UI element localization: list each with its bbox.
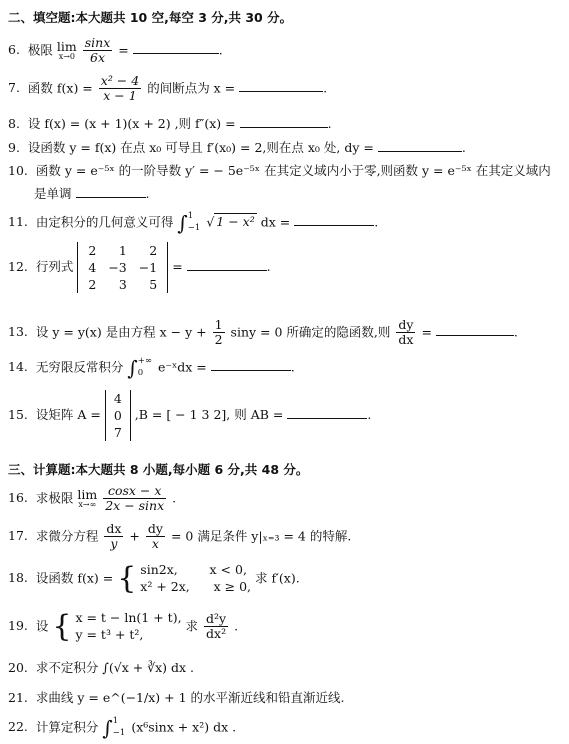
denominator: 2x − sinx [105,498,165,514]
question-number: 15. [8,407,28,422]
question-number: 7. [8,80,20,96]
question-22 [8,716,236,740]
question-number: 6. [8,42,20,58]
question-text: 函数 f(x) = [27,80,93,96]
question-16 [8,484,176,514]
question-17 [8,522,351,552]
denominator: y [104,536,123,551]
numerator: x² − 4 [100,73,140,88]
question-number: 12. [8,259,28,274]
question-text: 设 f(x) = (x + 1)(x + 2) ,则 f″(x) = [27,116,236,131]
denominator: x − 1 [99,88,141,103]
answer-blank[interactable] [133,42,219,54]
left-brace: { [52,608,72,644]
integrand: (x⁶sinx + x²) dx . [131,719,237,735]
denominator: dx [396,332,415,347]
question-9: 9. 设函数 y = f(x) 在点 x₀ 可导且 f′(x₀) = 2,则在点 x₀ 处, dy = . [8,140,466,155]
determinant-cell: 2 [88,277,97,292]
matrix-grid [108,390,128,441]
integrand: 1 − x² [216,214,255,230]
answer-blank[interactable] [211,359,291,371]
denominator: 2 [214,332,223,348]
fraction [83,36,113,66]
denominator: x [146,536,165,551]
question-number: 11. [8,214,28,230]
integral-sign: ∫ [127,355,138,380]
question-text-mid: 求 [185,618,199,634]
lower-limit: 0 [137,367,144,378]
question-number: 8. [8,116,20,131]
limit-operator [77,486,98,510]
question-text: 是单调 [34,186,72,201]
question-text: 设函数 f(x) = [35,570,114,586]
lower-limit: −1 [187,222,201,233]
fraction-dx-y [104,522,123,552]
integral-limits [188,211,201,235]
question-18 [8,562,300,596]
lower-limit: −1 [112,727,126,738]
numerator: sinx [84,35,111,50]
derivative-fraction [396,318,415,348]
denominator: 6x [83,50,113,65]
question-text: 设 [35,618,49,634]
question-number: 14. [8,359,28,375]
question-text: 函数 y = e⁻⁵ˣ 的一阶导数 y′ = − 5e⁻⁵ˣ 在其定义域内小于零,则函数 y = e⁻⁵ˣ 在其定义域内 [35,163,551,178]
integral-limits [138,356,152,380]
determinant-cell: 1 [118,243,127,258]
matrix-row [108,390,128,407]
determinant-row [82,259,163,276]
answer-blank[interactable] [76,186,146,198]
equals: = [421,324,432,340]
question-text: 计算定积分 [35,719,99,735]
question-number: 21. [8,690,28,705]
section-3-heading: 三、计算题:本大题共 8 小题,每小题 6 分,共 48 分。 [8,462,309,477]
determinant-cell: −3 [108,260,127,275]
equals: = [172,259,183,274]
column-matrix [105,390,131,441]
matrix-cell: 7 [113,425,122,440]
case-1: sin2x, x < 0, [140,562,247,577]
question-text: 无穷限反常积分 [35,359,124,375]
question-8: 8. 设 f(x) = (x + 1)(x + 2) ,则 f″(x) = . [8,116,332,131]
question-text-mid: siny = 0 所确定的隐函数,则 [230,324,391,340]
question-12: 12. 行列式 2 1 2 4 −3 −1 2 3 5 = . [8,243,271,292]
determinant-grid [82,242,163,293]
piecewise-cases [140,562,251,596]
limit-operator [56,38,77,62]
fraction-half [213,318,225,348]
answer-blank[interactable] [436,324,514,336]
question-6: 6. 极限 lim x→0 $\frac{\sin x}{6x}$ = . [8,35,223,66]
lim-label: lim [77,486,98,502]
question-number: 22. [8,719,28,735]
determinant-cell: −1 [138,260,158,275]
question-7: 7. 函数 f(x) = $\frac{\text{x² − 4}}{x - 1}$ 的间断点为 x = . [8,73,328,104]
question-text-post: ,B = [ − 1 3 2], 则 AB = [134,407,284,422]
question-text: 极限 [27,42,53,58]
question-text-post: dx = [260,214,291,230]
fraction [99,74,141,104]
question-number: 16. [8,490,28,506]
matrix-cell: 4 [113,391,122,406]
question-15: 15. 设矩阵 A = 4 0 7 ,B = [ − 1 3 2], 则 AB = . [8,391,372,440]
question-number: 10. [8,163,28,178]
question-number: 13. [8,324,28,340]
case-2: x² + 2x, x ≥ 0, [140,578,251,594]
numerator: cosx − x [107,483,162,498]
question-text: 行列式 [35,259,74,274]
answer-blank[interactable] [378,140,462,152]
question-text: 设矩阵 A = [35,407,101,422]
sqrt-symbol: √ [206,214,215,230]
matrix-cell: 0 [113,408,122,423]
determinant-cell: 2 [88,243,97,258]
question-14: 14. 无穷限反常积分 ∫ +∞ 0 e⁻ˣdx = . [8,355,295,380]
answer-blank[interactable] [287,407,367,419]
question-text: 设函数 y = f(x) 在点 x₀ 可导且 f′(x₀) = 2,则在点 x₀ 处, dy = [27,140,374,155]
numerator: 1 [214,317,223,332]
answer-blank[interactable] [239,80,323,92]
answer-blank[interactable] [294,214,374,226]
period: . [172,490,177,506]
integral-sign: ∫ [102,715,113,740]
section-2-heading: 二、填空题:本大题共 10 空,每空 3 分,共 30 分。 [8,10,293,25]
question-10-cont: 是单调 . [34,186,150,201]
determinant-cell: 3 [118,277,127,292]
question-19 [8,610,238,644]
question-10 [8,161,551,179]
question-number: 17. [8,528,28,544]
question-text-post: 的间断点为 x = [147,80,236,96]
question-text: 由定积分的几何意义可得 [35,214,174,230]
question-number: 9. [8,140,20,155]
question-text-post: 求 f′(x). [254,570,300,586]
numerator: dy [398,317,414,332]
question-text-post: = 0 满足条件 y|ₓ₌₃ = 4 的特解. [170,528,352,544]
question-20 [8,658,194,676]
numerator: dy [147,521,163,536]
parametric-cases [75,610,181,644]
numerator: d²y [206,611,227,626]
determinant-cell: 4 [88,260,97,275]
question-text: 求曲线 y = e^(−1/x) + 1 的水平渐近线和铅直渐近线. [35,690,345,705]
determinant-row [82,276,163,293]
equals: = [118,42,129,58]
determinant-row [82,242,163,259]
question-text: 求不定积分 ∫(√x + ∛x) dx . [35,660,195,675]
question-21 [8,688,344,706]
second-derivative-fraction [204,612,228,642]
question-number: 19. [8,618,28,634]
matrix-row [108,407,128,424]
lim-label: lim [56,38,77,54]
answer-blank[interactable] [187,259,267,271]
left-brace: { [117,560,137,596]
integral-sign: ∫ [177,210,188,235]
question-number: 20. [8,660,28,675]
determinant-cell: 5 [149,277,158,292]
numerator: dx [106,521,122,536]
matrix-row [108,424,128,441]
question-text: 设 y = y(x) 是由方程 x − y + [35,324,207,340]
question-13: 13. 设 y = y(x) 是由方程 x − y + $\frac{1}{2}$ siny = 0 所确定的隐函数,则 $\frac{dy}{dx}$ = . [8,317,518,348]
determinant-cell: 2 [149,243,158,258]
period: . [234,618,239,634]
answer-blank[interactable] [240,116,328,128]
fraction-dy-x [146,522,165,552]
case-2: y = t³ + t², [75,626,144,642]
question-number: 18. [8,570,28,586]
integrand: e⁻ˣdx = [157,359,207,375]
question-text: 求极限 [35,490,74,506]
plus-sign: + [129,528,140,544]
integral-limits [113,716,126,740]
lim-subscript: x→∞ [78,500,97,510]
upper-limit: 1 [187,211,194,221]
lim-subscript: x→0 [58,52,75,62]
determinant [77,242,168,293]
question-11: 11. 由定积分的几何意义可得 ∫ 1 −1 √ 1 − x² dx = . [8,210,379,235]
case-1: x = t − ln(1 + t), [75,610,182,625]
upper-limit: 1 [112,716,119,726]
question-text: 求微分方程 [35,528,99,544]
fraction [103,484,166,514]
denominator: dx² [204,626,228,641]
upper-limit: +∞ [137,356,152,366]
